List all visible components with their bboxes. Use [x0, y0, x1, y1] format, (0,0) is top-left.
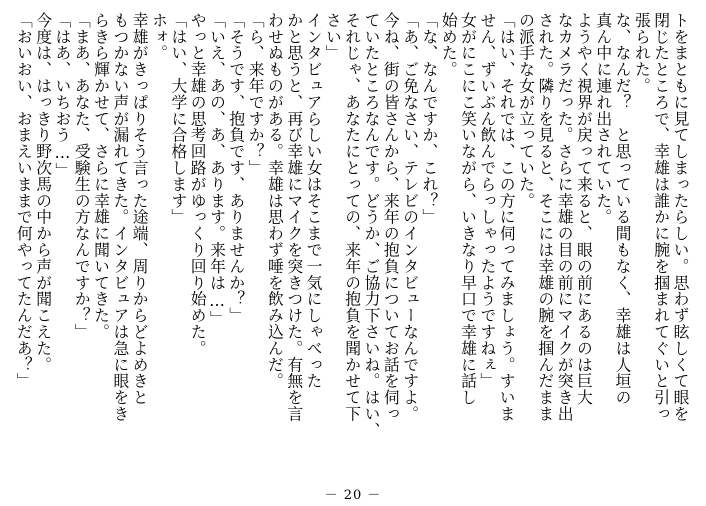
- text-column: さい」: [323, 12, 343, 62]
- text-column: 始めた。: [439, 12, 459, 78]
- text-column: せん、ずいぶん飲んでらっしゃったようですねぇ」: [477, 12, 497, 390]
- text-column: らきら輝かせて、さらに幸雄に聞いてきた。: [91, 12, 111, 340]
- text-column: わせぬものがある。幸雄は思わず唾を飲み込んだ。: [265, 12, 285, 390]
- text-column: 今度は、はっきり野次馬の中から声が聞こえた。: [33, 12, 53, 373]
- text-column: それじゃ、あなたにとっての、来年の抱負を聞かせて下: [342, 12, 362, 422]
- text-column: された。隣りを見ると、そこには幸雄の腕を掴んだまま: [535, 12, 555, 422]
- vertical-text-body: [14, 12, 690, 462]
- text-column: 張られた。: [632, 12, 652, 94]
- text-column: 女がにこにこ笑いながら、いきなり早口で幸雄に話し: [458, 12, 478, 406]
- text-column: 「そうです、抱負です、ありませんか？」: [226, 12, 246, 324]
- text-column: な、なんだ？ と思っている間もなく、幸雄は人垣の: [613, 12, 633, 406]
- text-column: 「な、なんですか、これ？」: [419, 12, 439, 226]
- text-column: 「まあ、あなた、受験生の方なんですか？」: [72, 12, 92, 340]
- text-column: 今ね、街の皆さんから、来年の抱負についてお話を伺っ: [381, 12, 401, 422]
- text-column: の派手な女が立っていた。: [516, 12, 536, 209]
- text-column: かと思うと、再び幸雄にマイクを突きつけた。有無を言: [284, 12, 304, 422]
- text-column: 「いえ、あの、あ、あります。来年は…」: [207, 12, 227, 327]
- text-column: 「ら、来年ですか？」: [246, 12, 266, 176]
- text-column: 「おいおい、おまえいままで何やってたんだあ？」: [14, 12, 34, 390]
- text-column: インタビュアらしい女はそこまで一気にしゃべった: [304, 12, 324, 390]
- text-column: ホォ。: [149, 12, 169, 62]
- text-column: 「はい、大学に合格します」: [168, 12, 188, 226]
- text-column: 幸雄がきっぱりそう言った途端、周りからどよめきと: [130, 12, 150, 406]
- text-column: 真ん中に連れ出されていた。: [593, 12, 613, 226]
- text-column: 「あ、ご免なさい、テレビのインタビューなんですよ。: [400, 12, 420, 422]
- text-column: ていたところなんです。どうか、ご協力下さいね。はい、: [361, 12, 381, 439]
- page-number: － 20 －: [324, 488, 382, 503]
- text-column: 「はい、それでは、この方に伺ってみましょう。すいま: [497, 12, 517, 422]
- text-column: やっと幸雄の思考回路がゆっくり回り始めた。: [188, 12, 208, 357]
- text-column: ようやく視界が戻って来ると、眼の前にあるのは巨大: [574, 12, 594, 406]
- text-column: トをまともに見てしまったらしい。思わず眩しくて眼を: [671, 12, 690, 422]
- text-column: 「はあ、いちおう…」: [52, 12, 72, 180]
- text-column: 閉じたところで、幸雄は誰かに腕を掴まれてぐいと引っ: [651, 12, 671, 422]
- text-column: もつかない声が漏れてきた。インタビュアは急に眼をき: [110, 12, 130, 422]
- text-column: なカメラだった。さらに幸雄の目の前にマイクが突き出: [555, 12, 575, 422]
